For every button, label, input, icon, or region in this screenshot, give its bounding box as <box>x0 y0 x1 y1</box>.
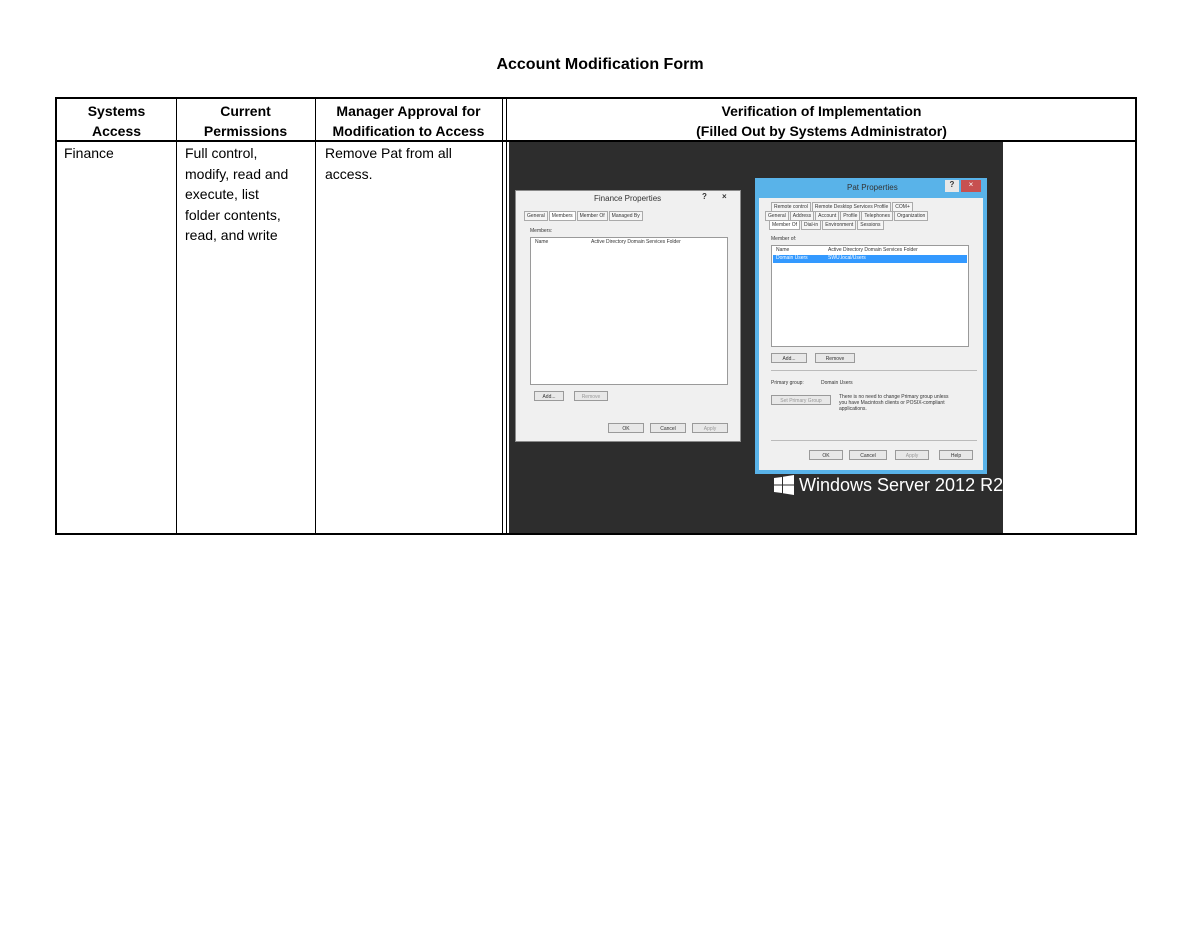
page-title: Account Modification Form <box>496 56 704 73</box>
members-list[interactable] <box>530 237 728 385</box>
cell-manager-approval <box>325 143 452 184</box>
list-item-name: Domain Users <box>776 255 808 261</box>
column-divider <box>502 99 503 533</box>
tab-telephones[interactable]: Telephones <box>861 211 893 221</box>
primary-group-label: Primary group: <box>771 380 804 386</box>
tab-organization[interactable]: Organization <box>894 211 928 221</box>
tab-account[interactable]: Account <box>815 211 839 221</box>
header-manager-approval <box>315 101 502 141</box>
ok-button[interactable]: OK <box>608 423 644 433</box>
tab-environment[interactable]: Environment <box>822 220 856 230</box>
cancel-button[interactable]: Cancel <box>650 423 686 433</box>
tab-members[interactable]: Members <box>549 211 576 221</box>
tab-member-of[interactable]: Member Of <box>577 211 608 221</box>
windows-logo-icon <box>774 475 794 495</box>
tab-general[interactable]: General <box>524 211 548 221</box>
dialog-body <box>759 198 983 470</box>
primary-group-value: Domain Users <box>821 380 853 386</box>
note-line: you have Macintosh clients or POSIX-compliant <box>839 400 945 406</box>
column-name: Name <box>535 239 549 245</box>
cell-line: folder contents, <box>185 206 281 223</box>
member-of-list[interactable] <box>771 245 969 347</box>
column-folder: Active Directory Domain Services Folder <box>828 247 918 253</box>
header-current-permissions <box>176 101 315 141</box>
tab-com[interactable]: COM+ <box>892 202 913 212</box>
dialog-tabs <box>524 211 644 221</box>
header-line: Systems <box>87 103 146 119</box>
tab-general[interactable]: General <box>765 211 789 221</box>
tab-sessions[interactable]: Sessions <box>857 220 883 230</box>
column-divider <box>176 99 177 533</box>
members-label: Members: <box>530 228 553 234</box>
tab-remote-control[interactable]: Remote control <box>771 202 811 212</box>
help-icon[interactable]: ? <box>945 180 959 192</box>
pat-properties-dialog <box>755 178 987 474</box>
remove-button[interactable]: Remove <box>574 391 608 401</box>
help-button[interactable]: Help <box>939 450 973 460</box>
header-line: Modification to Access <box>332 123 485 139</box>
set-primary-group-button[interactable]: Set Primary Group <box>771 395 831 405</box>
dialog-title: Pat Properties <box>847 183 898 192</box>
cell-line: execute, list <box>185 186 259 202</box>
divider <box>771 440 977 441</box>
ok-button[interactable]: OK <box>809 450 843 460</box>
column-divider <box>506 99 507 533</box>
tab-rds-profile[interactable]: Remote Desktop Services Profile <box>812 202 891 212</box>
tab-profile[interactable]: Profile <box>840 211 860 221</box>
column-divider <box>315 99 316 533</box>
windows-server-branding: Windows Server 2012 R2 <box>799 475 1004 495</box>
header-systems-access <box>57 101 176 141</box>
cell-line: Full control, <box>185 145 258 161</box>
tab-managed-by[interactable]: Managed By <box>609 211 643 221</box>
divider <box>771 370 977 371</box>
list-item[interactable] <box>773 255 967 263</box>
column-folder: Active Directory Domain Services Folder <box>591 239 681 245</box>
tab-dial-in[interactable]: Dial-in <box>801 220 821 230</box>
tab-row-3 <box>769 220 885 230</box>
verification-screenshot <box>509 142 1003 533</box>
help-icon[interactable]: ? <box>702 192 707 201</box>
tab-address[interactable]: Address <box>790 211 814 221</box>
dialog-title: Finance Properties <box>594 194 662 203</box>
header-line: Verification of Implementation <box>721 103 922 119</box>
header-line: Permissions <box>203 123 288 139</box>
header-line: Manager Approval for <box>336 103 481 119</box>
tab-member-of[interactable]: Member Of <box>769 220 800 230</box>
note-line: applications. <box>839 406 867 412</box>
header-line: (Filled Out by Systems Administrator) <box>696 123 947 139</box>
apply-button[interactable]: Apply <box>692 423 728 433</box>
cell-line: access. <box>325 165 373 182</box>
list-item-folder: SWU.local/Users <box>828 255 866 261</box>
cell-line: Remove Pat from all <box>325 145 452 161</box>
finance-properties-dialog <box>515 190 741 442</box>
note-line: There is no need to change Primary group unless <box>839 394 949 400</box>
apply-button[interactable]: Apply <box>895 450 929 460</box>
header-verification <box>506 101 1137 141</box>
cell-systems-access: Finance <box>64 145 114 161</box>
primary-group-note <box>839 394 949 412</box>
add-button[interactable]: Add... <box>534 391 564 401</box>
close-icon[interactable]: × <box>961 180 981 192</box>
header-line: Current <box>220 103 271 119</box>
column-name: Name <box>776 247 790 253</box>
add-button[interactable]: Add... <box>771 353 807 363</box>
close-icon[interactable]: × <box>722 192 727 201</box>
remove-button[interactable]: Remove <box>815 353 855 363</box>
cancel-button[interactable]: Cancel <box>849 450 887 460</box>
account-modification-table <box>55 97 1137 535</box>
cell-line: read, and write <box>185 227 278 243</box>
header-line: Access <box>91 123 142 139</box>
cell-current-permissions <box>185 143 288 246</box>
member-of-label: Member of: <box>771 236 797 242</box>
cell-line: modify, read and <box>185 165 289 182</box>
